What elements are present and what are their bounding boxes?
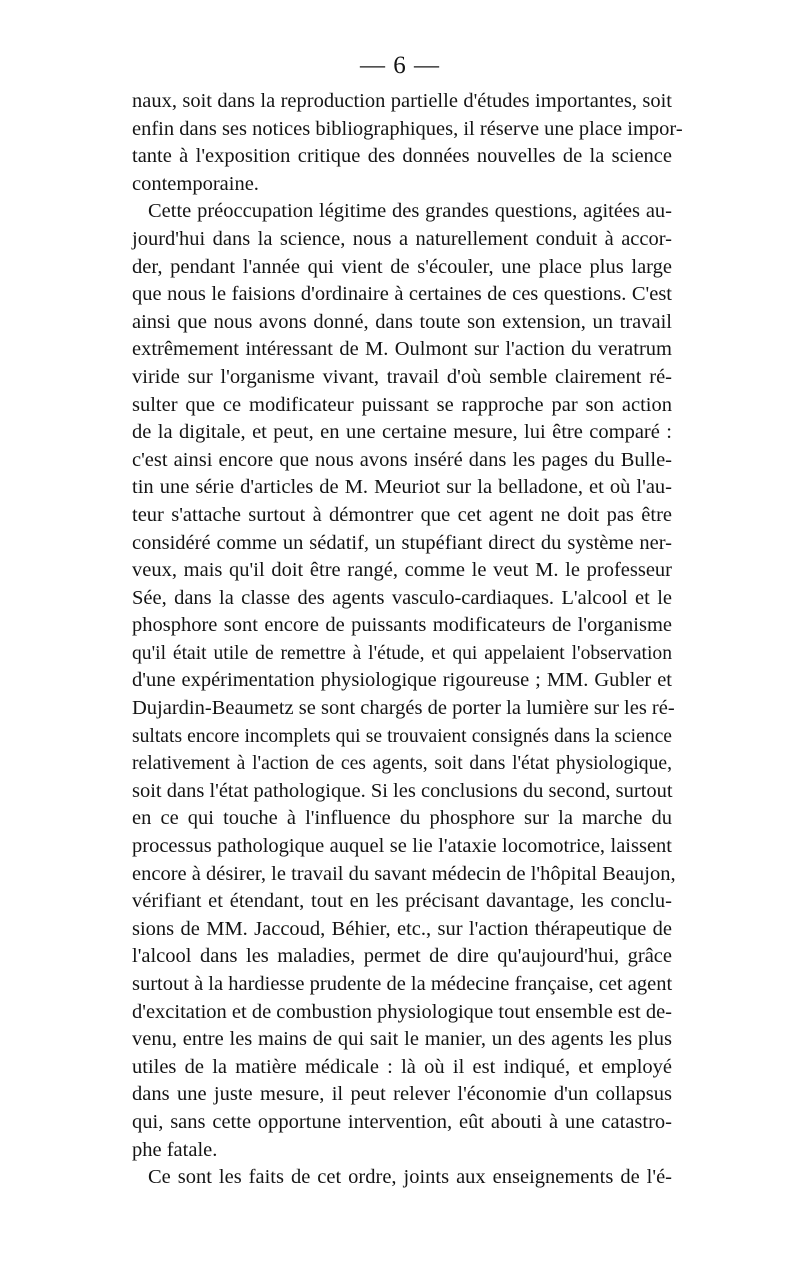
text-line: c'est ainsi encore que nous avons inséré dans les pages du Bulle- — [132, 448, 672, 471]
text-line: contemporaine. — [132, 172, 259, 195]
text-line: jourd'hui dans la science, nous a naturellement conduit à accor- — [132, 227, 672, 250]
text-line: phosphore sont encore de puissants modificateurs de l'organisme — [132, 614, 672, 637]
text-line: Ce sont les faits de cet ordre, joints aux enseignements de l'é- — [148, 1166, 672, 1189]
text-line: soit dans l'état pathologique. Si les conclusions du second, surtout — [132, 779, 673, 802]
text-line: teur s'attache surtout à démontrer que cet agent ne doit pas être — [132, 503, 672, 526]
text-line: sions de MM. Jaccoud, Béhier, etc., sur l'action thérapeutique de — [132, 917, 672, 940]
text-line: processus pathologique auquel se lie l'ataxie locomotrice, laissent — [132, 835, 672, 858]
text-line: Dujardin-Beaumetz se sont chargés de porter la lumière sur les ré- — [132, 697, 675, 720]
text-line: tante à l'exposition critique des données nouvelles de la science — [132, 145, 672, 168]
text-line: considéré comme un sédatif, un stupéfiant direct du système ner- — [132, 531, 672, 554]
body-text — [132, 88, 683, 1192]
text-line: de la digitale, et peut, en une certaine mesure, lui être comparé : — [132, 421, 672, 444]
text-line: relativement à l'action de ces agents, soit dans l'état physiologique, — [132, 753, 672, 775]
text-line: Sée, dans la classe des agents vasculo-cardiaques. L'alcool et le — [132, 586, 672, 609]
text-line: utiles de la matière médicale : là où il est indiqué, et employé — [132, 1055, 672, 1078]
text-line: vérifiant et étendant, tout en les précisant davantage, les conclu- — [132, 890, 672, 913]
text-line: qui, sans cette opportune intervention, eût abouti à une catastro- — [132, 1110, 672, 1133]
text-line: d'excitation et de combustion physiologique tout ensemble est de- — [132, 1000, 672, 1023]
text-line: dans une juste mesure, il peut relever l'économie d'un collapsus — [132, 1083, 672, 1106]
text-line: enfin dans ses notices bibliographiques, il réserve une place impor- — [132, 117, 683, 140]
text-line: que nous le faisions d'ordinaire à certaines de ces questions. C'est — [132, 283, 672, 306]
page-number: — 6 — — [360, 52, 440, 79]
text-line: en ce qui touche à l'influence du phosphore sur la marche du — [132, 807, 672, 830]
text-line: veux, mais qu'il doit être rangé, comme le veut M. le professeur — [132, 559, 672, 582]
text-line: tin une série d'articles de M. Meuriot sur la belladone, et où l'au- — [132, 476, 672, 499]
text-line: l'alcool dans les maladies, permet de dire qu'aujourd'hui, grâce — [132, 945, 672, 968]
text-line: d'une expérimentation physiologique rigoureuse ; MM. Gubler et — [132, 669, 672, 692]
text-line: sultats encore incomplets qui se trouvaient consignés dans la science — [132, 725, 672, 747]
text-line: extrêmement intéressant de M. Oulmont sur l'action du veratrum — [132, 338, 672, 361]
text-line: qu'il était utile de remettre à l'étude, et qui appelaient l'observation — [132, 642, 672, 664]
text-line: Cette préoccupation légitime des grandes questions, agitées au- — [148, 200, 672, 223]
text-line: venu, entre les mains de qui sait le manier, un des agents les plus — [132, 1028, 672, 1051]
text-line: surtout à la hardiesse prudente de la médecine française, cet agent — [132, 973, 673, 995]
text-line: phe fatale. — [132, 1138, 218, 1161]
text-line: viride sur l'organisme vivant, travail d'où semble clairement ré- — [132, 365, 672, 388]
text-line: ainsi que nous avons donné, dans toute son extension, un travail — [132, 310, 672, 333]
text-line: der, pendant l'année qui vient de s'écouler, une place plus large — [132, 255, 672, 278]
text-line: naux, soit dans la reproduction partielle d'études importantes, soit — [132, 90, 672, 112]
text-line: encore à désirer, le travail du savant médecin de l'hôpital Beaujon, — [132, 862, 676, 885]
text-line: sulter que ce modificateur puissant se rapproche par son action — [132, 393, 672, 416]
